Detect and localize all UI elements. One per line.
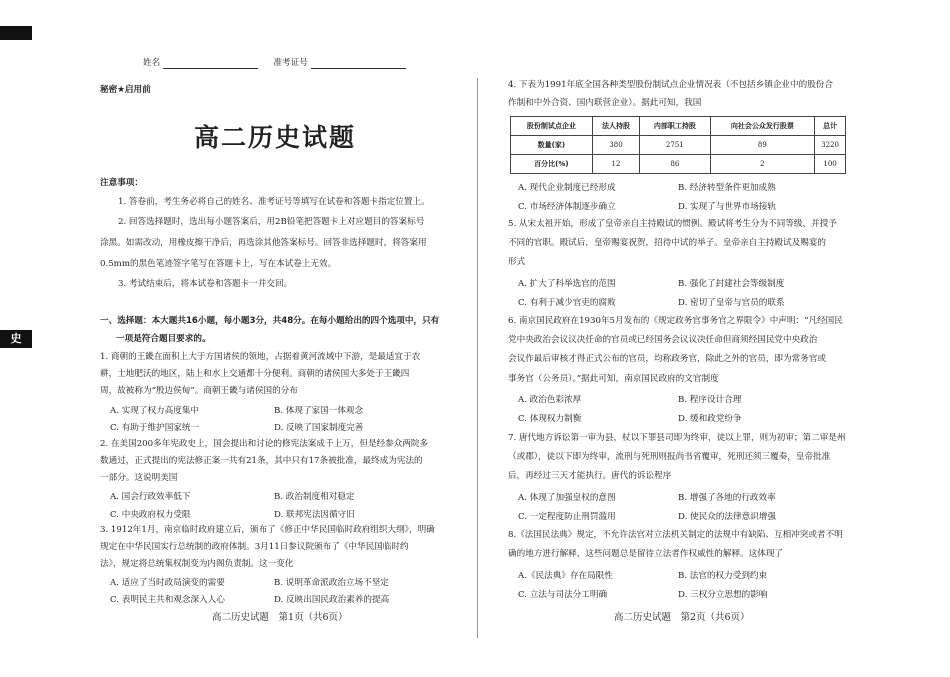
name-label: 姓名 (143, 58, 161, 68)
notes-heading: 注意事项： (100, 178, 143, 188)
section-heading: 一、选择题：本大题共16小题，每小题3分，共48分。在每小题给出的四个选项中，只有 (100, 316, 440, 326)
option-a: A. 现代企业制度已经形成 (518, 183, 616, 193)
option-b: B. 政治制度相对稳定 (274, 492, 355, 502)
table-cell: 100 (815, 155, 846, 174)
name-field-row (143, 58, 406, 69)
footer-left: 高二历史试题 第1页（共6页） (212, 612, 348, 623)
question-text: 党中央政治会议议决任命的官员或已经国务会议议决任命但商须经国民党中央政治 (508, 335, 818, 345)
option-a: A. 实现了权力高度集中 (110, 406, 200, 416)
option-a: A. 适应了当时政局演变的需要 (110, 578, 225, 588)
name-blank (163, 58, 258, 69)
table-header-cell: 法人持股 (592, 117, 639, 136)
note-line: 1. 答卷前，考生务必将自己的姓名、准考证号等填写在试卷和答题卡指定位置上。 (118, 197, 430, 207)
question-text: 后，再经过三天才能执行。唐代的诉讼程序 (508, 471, 672, 481)
table-cell: 89 (710, 136, 815, 155)
question-text: （或郡），徒以下即为终审，流刑与死刑则报尚书省覆审，死刑还须三覆奏，皇帝批准 (508, 452, 831, 462)
option-d: D. 联邦宪法因循守旧 (274, 510, 355, 520)
question-text: 会议作最后审核才得正式公布的官员，均称政务官，除此之外的官员，即为常务官或 (508, 354, 826, 364)
option-a: A. 国会行政效率低下 (110, 492, 191, 502)
exam-id-label: 准考证号 (273, 58, 308, 68)
option-c: C. 立法与司法分工明确 (518, 590, 608, 600)
question-text: 规定在中华民国实行总统制的政府体制。3月11日参议院颁布了《中华民国临时约 (100, 542, 409, 552)
option-a: A. 扩大了科举选官的范围 (518, 279, 616, 289)
question-text: 1. 商朝的王畿在面积上大于方国诸侯的领地，占据着黄河流域中下游，是最适宜于农 (100, 352, 421, 362)
option-c: C. 体现权力制衡 (518, 414, 582, 424)
table-cell: 百分比(%) (511, 155, 593, 174)
option-a: A. 体现了加强皇权的意图 (518, 493, 616, 503)
option-d: D. 密切了皇帝与官员的联系 (678, 298, 785, 308)
question-text: 形式 (508, 257, 526, 267)
option-d: D. 缓和政党纷争 (678, 414, 742, 424)
table-header-cell: 股份制试点企业 (511, 117, 593, 136)
question-text: 周，故被称为“殷边侯甸”。商朝王畿与诸侯国的分布 (100, 386, 298, 396)
table-header-cell: 向社会公众发行股票 (710, 117, 815, 136)
table-header-cell: 总计 (815, 117, 846, 136)
question-text: 6. 南京国民政府在1930年5月发布的《规定政务官事务官之界限令》中声明：“凡经国民 (508, 316, 843, 326)
data-table (510, 116, 846, 174)
question-text: 4. 下表为1991年底全国各种类型股份制试点企业情况表（不包括乡镇企业中的股份合 (508, 80, 833, 90)
table-cell: 数量(家) (511, 136, 593, 155)
subject-tab: 史 (0, 330, 32, 348)
option-b: B. 法官的权力受到约束 (678, 571, 768, 581)
option-d: D. 三权分立思想的影响 (678, 590, 768, 600)
table-header-cell: 内部职工持股 (640, 117, 710, 136)
option-c: C. 有利于减少官吏的腐败 (518, 298, 616, 308)
table-cell: 12 (592, 155, 639, 174)
option-c: C. 市场经济体制逐步确立 (518, 202, 616, 212)
option-b: B. 说明革命派政治立场不坚定 (274, 578, 389, 588)
note-line: 3. 考试结束后，将本试卷和答题卡一并交回。 (118, 279, 293, 289)
question-text: 2. 在美国200多年宪政史上，国会提出和讨论的修宪法案成千上万，但是经参众两院多 (100, 439, 429, 449)
page-divider (477, 78, 478, 638)
page-title: 高二历史试题 (193, 123, 356, 152)
table-cell: 380 (592, 136, 639, 155)
note-line: 2. 回答选择题时，选出每小题答案后，用2B铅笔把答题卡上对应题目的答案标号 (118, 217, 425, 227)
question-text: 事务官（公务员）。”据此可知，南京国民政府的文官制度 (508, 374, 719, 384)
option-b: B. 体现了家国一体观念 (274, 406, 364, 416)
question-text: 法》，规定将总统集权制变为内阁负责制。这一变化 (100, 559, 294, 569)
option-d: D. 使民众的法律意识增强 (678, 512, 776, 522)
option-a: A.《民法典》存在局限性 (518, 571, 613, 581)
table-cell: 86 (640, 155, 710, 174)
question-text: 数通过，正式提出的宪法修正案一共有21条，其中只有17条被批准，最终成为宪法的 (100, 456, 423, 466)
note-line: 0.5mm的黑色笔迹签字笔写在答题卡上，写在本试卷上无效。 (100, 259, 337, 269)
table-row (511, 155, 846, 174)
option-d: D. 反映了国家制度完善 (274, 423, 364, 433)
option-b: B. 强化了封建社会等级制度 (678, 279, 785, 289)
option-c: C. 表明民主共和观念深入人心 (110, 595, 225, 605)
question-text: 不同的官职。殿试后，皇帝赐宴祝贺，招待中试的举子。皇帝亲自主持殿试及赐宴的 (508, 238, 826, 248)
question-text: 8.《法国民法典》规定，不允许法官对立法机关制定的法规中有缺陷、互相冲突或者不明 (508, 530, 843, 540)
table-cell: 2 (710, 155, 815, 174)
question-text: 一部分。这说明美国 (100, 473, 178, 483)
question-text: 5. 从宋太祖开始，形成了皇帝亲自主持殿试的惯例。殿试将考生分为不同等级，并授予 (508, 219, 837, 229)
option-c: C. 有助于维护国家统一 (110, 423, 200, 433)
corner-mark (0, 26, 32, 40)
footer-right: 高二历史试题 第2页（共6页） (614, 612, 750, 623)
option-b: B. 程序设计合理 (678, 395, 742, 405)
option-c: C. 一定程度防止刑罚滥用 (518, 512, 616, 522)
table-cell: 3220 (815, 136, 846, 155)
option-d: D. 实现了与世界市场接轨 (678, 202, 776, 212)
option-d: D. 反映出国民政治素养的提高 (274, 595, 390, 605)
question-text: 7. 唐代地方诉讼第一审为县，杖以下罪县司即为终审，徒以上罪，则为初审；第二审是州 (508, 433, 846, 443)
table-header-row (511, 117, 846, 136)
question-text: 作制和中外合资、国内联营企业）。据此可知，我国 (508, 98, 702, 108)
option-b: B. 经济转型条件更加成熟 (678, 183, 776, 193)
note-line: 涂黑。如需改动，用橡皮擦干净后，再选涂其他答案标号。回答非选择题时，将答案用 (100, 238, 427, 248)
exam-id-blank (311, 58, 406, 69)
question-text: 耕，土地肥沃的地区，陆上和水上交通都十分便利。商朝的诸侯国大多处于王畿四 (100, 369, 410, 379)
secret-label: 秘密★启用前 (100, 85, 151, 95)
table-row (511, 136, 846, 155)
section-heading-cont: 一项是符合题目要求的。 (116, 334, 211, 344)
question-text: 确的地方进行解释，这些问题总是留待立法者作权威性的解释。这体现了 (508, 549, 784, 559)
option-a: A. 政治色彩浓厚 (518, 395, 582, 405)
question-text: 3. 1912年1月，南京临时政府建立后，颁布了《修正中华民国临时政府组织大纲》，明确 (100, 525, 435, 535)
option-b: B. 增强了各地的行政效率 (678, 493, 776, 503)
option-c: C. 中央政府权力受限 (110, 510, 191, 520)
table-cell: 2751 (640, 136, 710, 155)
